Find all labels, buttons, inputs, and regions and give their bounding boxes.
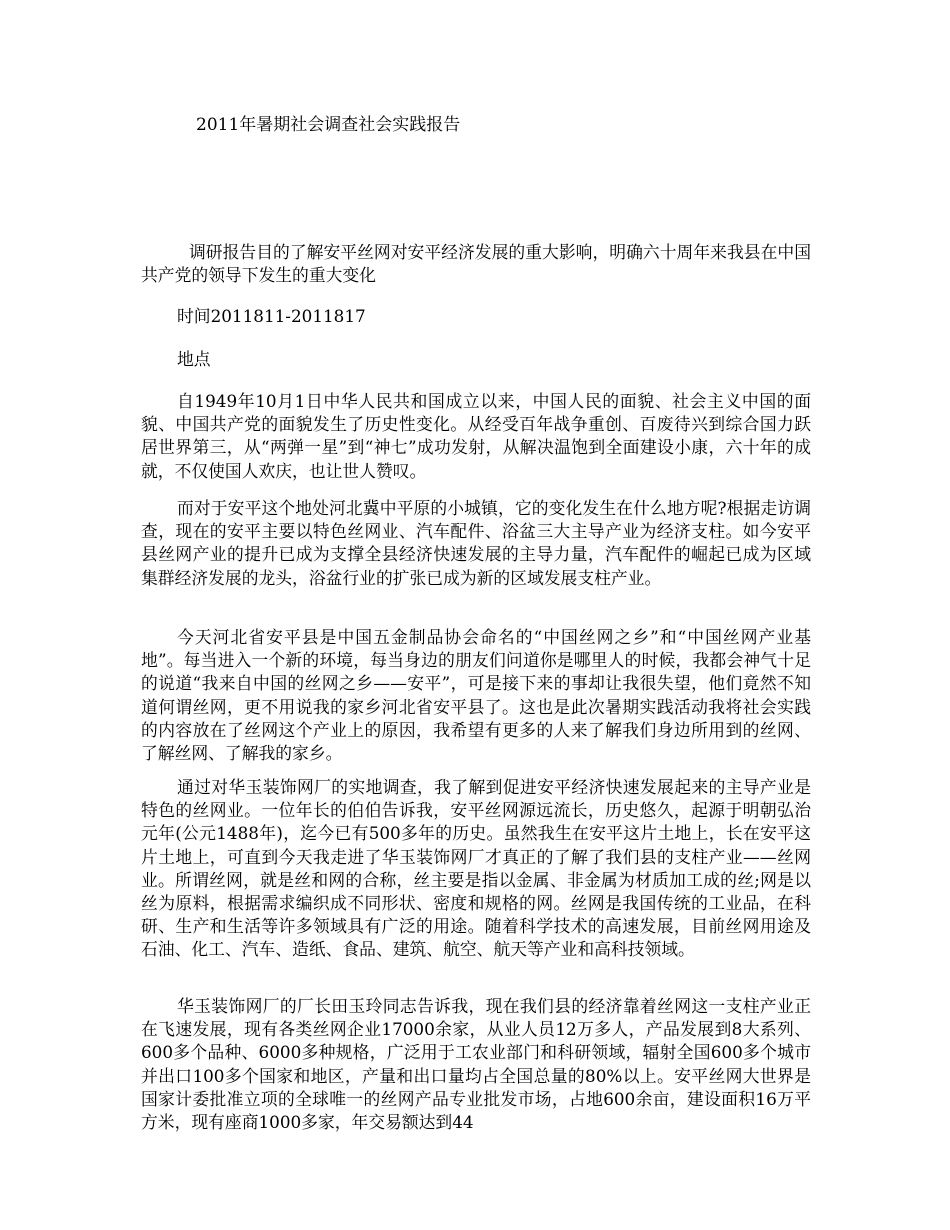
body-paragraph: 自1949年10月1日中华人民共和国成立以来，中国人民的面貌、社会主义中国的面貌、中国共产党的面貌发生了历史性变化。从经受百年战争重创、百废待兴到综合国力跃居世界第三，从“两弹一星”到“神七”成功发射，从解决温饱到全面建设小康，六十年的成就，不仅使国人欢庆，也让世人赞叹。	[141, 391, 811, 481]
purpose-paragraph: 调研报告目的了解安平丝网对安平经济发展的重大影响，明确六十周年来我县在中国共产党的领导下发生的重大变化	[141, 242, 811, 286]
place-line: 地点	[177, 349, 211, 369]
body-paragraph: 通过对华玉装饰网厂的实地调查，我了解到促进安平经济快速发展起来的主导产业是特色的丝网业。一位年长的伯伯告诉我，安平丝网源远流长，历史悠久，起源于明朝弘治元年(公元1488年)，迄今已有500多年的历史。虽然我生在安平这片土地上，长在安平这片土地上，可直到今天我走进了华玉装饰网厂才真正的了解了我们县的支柱产业——丝网业。所谓丝网，就是丝和网的合称，丝主要是指以金属、非金属为材质加工成的丝;网是以丝为原料，根据需求编织成不同形状、密度和规格的网。丝网是我国传统的工业品，在科研、生产和生活等许多领域具有广泛的用途。随着科学技术的高速发展，目前丝网用途及石油、化工、汽车、造纸、食品、建筑、航空、航天等产业和高科技领域。	[141, 777, 811, 960]
body-paragraph: 华玉装饰网厂的厂长田玉玲同志告诉我，现在我们县的经济靠着丝网这一支柱产业正在飞速发展，现有各类丝网企业17000余家，从业人员12万多人，产品发展到8大系列、600多个品种、6000多种规格，广泛用于工农业部门和科研领域，辐射全国600多个城市并出口100多个国家和地区，产量和出口量均占全国总量的80%以上。安平丝网大世界是国家计委批准立项的全球唯一的丝网产品专业批发市场，占地600余亩，建设面积16万平方米，现有座商1000多家，年交易额达到44	[141, 996, 811, 1133]
body-paragraph: 而对于安平这个地处河北冀中平原的小城镇，它的变化发生在什么地方呢?根据走访调查，现在的安平主要以特色丝网业、汽车配件、浴盆三大主导产业为经济支柱。如今安平县丝网产业的提升已成为支撑全县经济快速发展的主导力量，汽车配件的崛起已成为区域集群经济发展的龙头，浴盆行业的扩张已成为新的区域发展支柱产业。	[141, 498, 811, 588]
body-paragraph: 今天河北省安平县是中国五金制品协会命名的“中国丝网之乡”和“中国丝网产业基地”。每当进入一个新的环境，每当身边的朋友们问道你是哪里人的时候，我都会神气十足的说道“我来自中国的丝网之乡——安平”，可是接下来的事却让我很失望，他们竟然不知道何谓丝网，更不用说我的家乡河北省安平县了。这也是此次暑期实践活动我将社会实践的内容放在了丝网这个产业上的原因，我希望有更多的人来了解我们身边所用到的丝网、了解丝网、了解我的家乡。	[141, 627, 811, 764]
document-title: 2011年暑期社会调查社会实践报告	[196, 115, 461, 135]
time-line: 时间2011811-2011817	[177, 306, 366, 326]
